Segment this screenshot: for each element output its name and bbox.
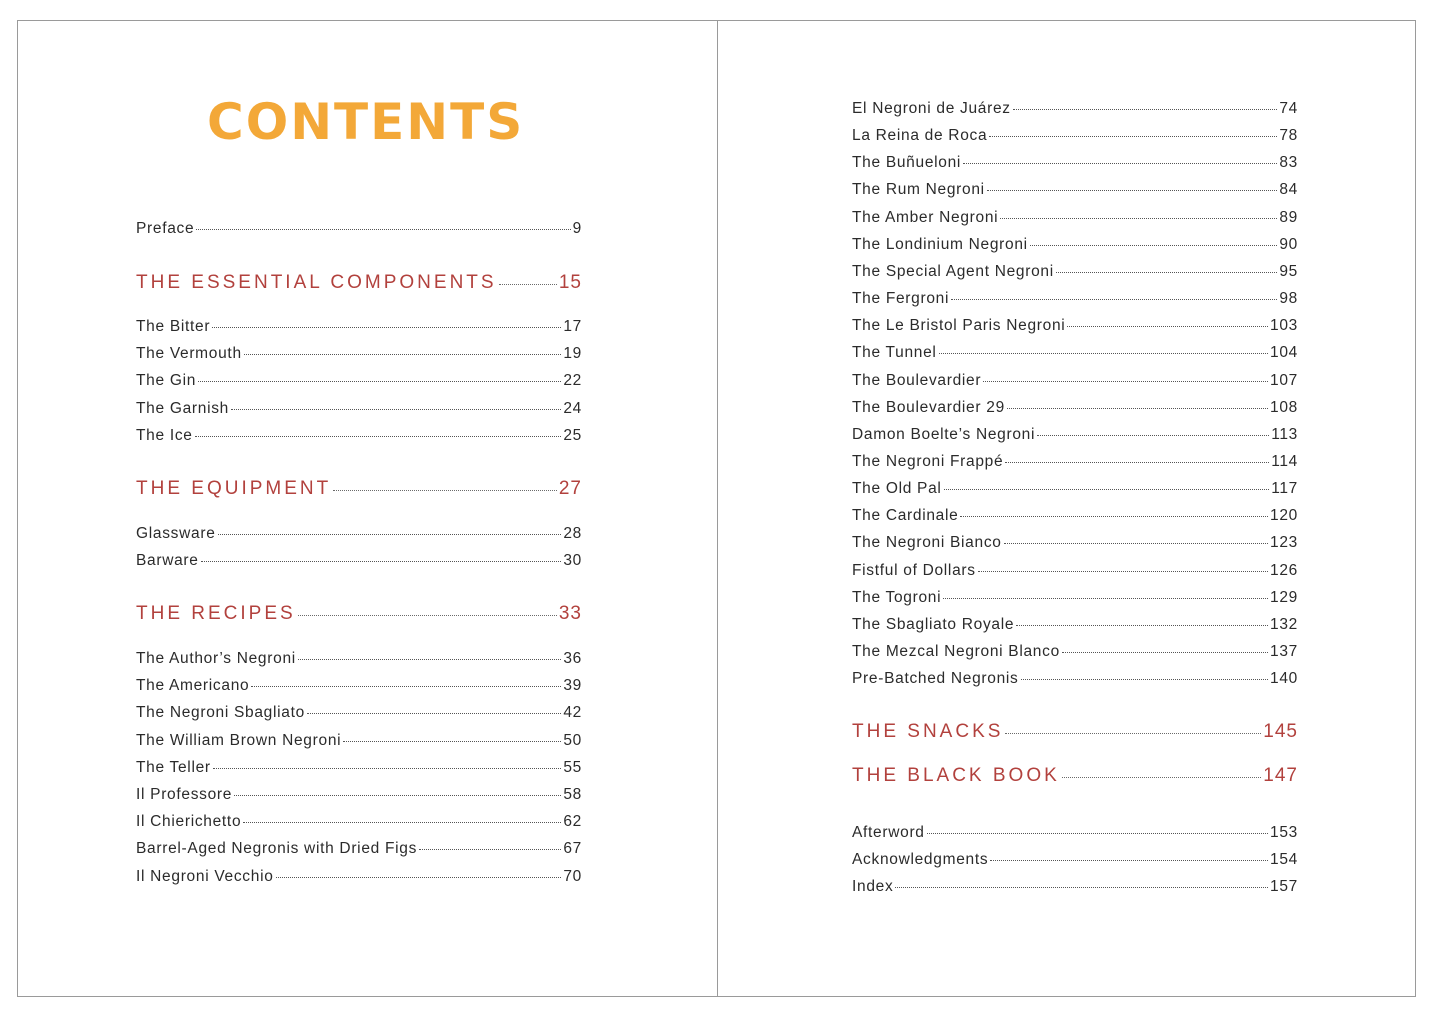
contents-title: CONTENTS [207,93,525,151]
toc-entry[interactable] [136,427,582,449]
toc-page-number: 126 [1270,561,1298,579]
toc-page-number: 104 [1270,344,1298,362]
dot-leader [1062,777,1262,778]
toc-page-number: 58 [563,786,582,803]
dot-leader [243,822,561,823]
toc-entry[interactable] [852,181,1298,203]
dot-leader [276,877,562,878]
toc-page-number: 28 [563,525,582,542]
toc-entry-title: The Le Bristol Paris Negroni [852,317,1066,335]
toc-entry[interactable] [136,318,582,340]
toc-entry[interactable] [136,345,582,367]
toc-page-number: 90 [1279,235,1298,253]
toc-entry[interactable] [136,840,582,862]
toc-entry-title: Fistful of Dollars [852,561,976,579]
dot-leader [939,353,1268,354]
dot-leader [218,534,562,535]
toc-entry-title: Il Negroni Vecchio [136,867,274,885]
toc-entry-title: The William Brown Negroni [136,731,342,749]
toc-page-number: 74 [1279,100,1298,117]
dot-leader [951,299,1277,300]
toc-entry[interactable] [136,868,582,890]
toc-entry-title: Barrel-Aged Negronis with Dried Figs [136,840,418,858]
dot-leader [990,860,1268,861]
toc-entry[interactable] [852,154,1298,176]
dot-leader [231,409,561,410]
dot-leader [201,561,562,562]
toc-entry[interactable] [852,480,1298,502]
toc-entry[interactable] [852,236,1298,258]
toc-entry-title: The Rum Negroni [852,181,985,199]
toc-entry-title: THE RECIPES [136,603,296,624]
dot-leader [298,615,557,616]
toc-entry[interactable] [852,589,1298,611]
toc-entry-title: The Negroni Sbagliato [136,704,305,722]
toc-entry-title: The Boulevardier [852,371,982,389]
toc-entry-title: Il Chierichetto [136,813,242,831]
dot-leader [978,571,1268,572]
toc-page-number: 22 [563,372,582,390]
toc-entry[interactable] [136,552,582,574]
toc-page-number: 25 [563,426,582,444]
dot-leader [983,381,1268,382]
dot-leader [927,833,1268,834]
dot-leader [212,327,561,328]
dot-leader [343,741,561,742]
toc-section-heading[interactable] [136,478,582,504]
toc-entry[interactable] [852,209,1298,231]
toc-entry-title: La Reina de Roca [852,127,988,145]
toc-entry-title: The Americano [136,677,250,695]
toc-page-number: 113 [1271,425,1298,443]
toc-page-number: 39 [563,677,582,695]
toc-entry-title: The Teller [136,758,211,776]
toc-page-number: 140 [1270,670,1298,688]
toc-entry-title: Il Professore [136,786,233,803]
toc-entry-title: The Londinium Negroni [852,235,1028,253]
toc-page-number: 15 [558,272,582,293]
dot-leader [1013,109,1278,110]
toc-page-number: 114 [1271,452,1298,470]
toc-entry[interactable] [852,534,1298,556]
toc-page-number: 157 [1270,878,1298,896]
toc-page-number: 33 [558,603,582,624]
toc-entry-title: The Negroni Bianco [852,534,1002,552]
toc-entry-title: Index [852,878,894,896]
toc-entry-title: Preface [136,220,195,237]
toc-entry-title: THE ESSENTIAL COMPONENTS [136,272,497,293]
dot-leader [307,713,561,714]
dot-leader [963,163,1277,164]
toc-entry-title: Damon Boelte’s Negroni [852,425,1036,443]
toc-entry[interactable] [136,759,582,781]
dot-leader [1030,245,1278,246]
toc-entry-title: The Boulevardier 29 [852,398,1005,416]
toc-entry-title: THE SNACKS [852,721,1004,742]
dot-leader [944,489,1270,490]
toc-entry[interactable] [852,263,1298,285]
dot-leader [989,136,1277,137]
toc-entry[interactable] [136,372,582,394]
toc-page-number: 67 [563,840,582,858]
toc-entry[interactable] [852,344,1298,366]
toc-page-number: 9 [572,220,582,237]
toc-entry[interactable] [852,851,1298,873]
toc-entry-title: The Buñueloni [852,154,962,172]
toc-entry-title: El Negroni de Juárez [852,100,1011,117]
toc-section-heading[interactable] [136,603,582,629]
dot-leader [1062,652,1268,653]
toc-entry-title: The Ice [136,426,193,444]
toc-entry-title: The Garnish [136,399,229,417]
toc-page-number: 153 [1270,824,1298,841]
dot-leader [1005,733,1261,734]
toc-right-page [852,0,1298,1000]
toc-section-heading[interactable] [852,765,1298,791]
toc-entry-title: The Amber Negroni [852,208,999,226]
toc-entry[interactable] [852,616,1298,638]
toc-entry[interactable] [852,878,1298,900]
dot-leader [987,190,1278,191]
toc-entry-title: The Author’s Negroni [136,650,296,667]
toc-entry[interactable] [852,290,1298,312]
toc-entry[interactable] [852,100,1298,122]
toc-entry[interactable] [852,127,1298,149]
toc-entry-title: The Cardinale [852,507,959,525]
dot-leader [1000,218,1277,219]
toc-entry-title: The Gin [136,372,197,390]
toc-entry[interactable] [136,525,582,547]
toc-entry-title: Afterword [852,824,925,841]
toc-left-page [136,0,582,1000]
toc-entry[interactable] [852,426,1298,448]
toc-page-number: 55 [563,758,582,776]
dot-leader [196,229,570,230]
dot-leader [234,795,561,796]
toc-page-number: 108 [1270,398,1298,416]
dot-leader [895,887,1268,888]
dot-leader [1005,462,1269,463]
dot-leader [419,849,561,850]
toc-entry-title: The Togroni [852,588,942,606]
toc-entry[interactable] [136,732,582,754]
dot-leader [244,354,562,355]
toc-entry[interactable] [852,453,1298,475]
toc-entry-title: Barware [136,552,199,570]
toc-page-number: 107 [1270,371,1298,389]
dot-leader [499,284,557,285]
toc-page-number: 70 [563,867,582,885]
toc-entry[interactable] [136,704,582,726]
toc-page-number: 132 [1270,615,1298,633]
toc-entry-title: THE EQUIPMENT [136,478,332,499]
dot-leader [198,381,561,382]
toc-entry[interactable] [852,824,1298,846]
toc-page-number: 83 [1279,154,1298,172]
toc-page-number: 98 [1279,290,1298,308]
toc-entry-title: The Vermouth [136,345,242,363]
toc-page-number: 145 [1263,721,1298,742]
toc-page-number: 24 [563,399,582,417]
toc-entry[interactable] [136,677,582,699]
dot-leader [1056,272,1277,273]
toc-page-number: 50 [563,731,582,749]
toc-entry-title: The Bitter [136,318,211,335]
toc-entry[interactable] [136,813,582,835]
toc-page-number: 19 [563,345,582,363]
toc-page-number: 154 [1270,851,1298,869]
page-gutter [717,20,718,997]
dot-leader [333,490,557,491]
toc-page-number: 36 [563,650,582,667]
toc-entry-title: The Negroni Frappé [852,452,1004,470]
toc-page-number: 62 [563,813,582,831]
toc-entry[interactable] [136,400,582,422]
dot-leader [195,436,562,437]
toc-page-number: 30 [563,552,582,570]
toc-entry-title: The Fergroni [852,290,950,308]
dot-leader [298,659,561,660]
toc-entry[interactable] [136,650,582,672]
toc-page-number: 27 [558,478,582,499]
toc-entry[interactable] [852,670,1298,692]
toc-entry[interactable] [852,317,1298,339]
toc-entry-title: The Old Pal [852,480,942,498]
dot-leader [1016,625,1268,626]
dot-leader [1037,435,1269,436]
toc-page-number: 129 [1270,588,1298,606]
toc-entry[interactable] [852,643,1298,665]
toc-page-number: 42 [563,704,582,722]
toc-page-number: 117 [1271,480,1298,498]
toc-page-number: 120 [1270,507,1298,525]
toc-entry-title: Acknowledgments [852,851,989,869]
dot-leader [960,516,1268,517]
toc-entry[interactable] [852,372,1298,394]
toc-entry[interactable] [136,786,582,808]
toc-entry[interactable] [852,562,1298,584]
toc-entry[interactable] [852,399,1298,421]
toc-page-number: 84 [1279,181,1298,199]
toc-entry[interactable] [136,220,582,242]
toc-section-heading[interactable] [852,721,1298,747]
toc-page-number: 147 [1263,765,1298,786]
toc-entry-title: Pre-Batched Negronis [852,670,1019,688]
toc-entry-title: The Sbagliato Royale [852,615,1015,633]
toc-page-number: 123 [1270,534,1298,552]
toc-page-number: 17 [563,318,582,335]
dot-leader [1004,543,1268,544]
dot-leader [1007,408,1268,409]
toc-section-heading[interactable] [136,272,582,298]
dot-leader [213,768,562,769]
toc-page-number: 78 [1279,127,1298,145]
toc-page-number: 103 [1270,317,1298,335]
toc-entry-title: The Special Agent Negroni [852,262,1054,280]
dot-leader [1021,679,1269,680]
toc-entry-title: The Tunnel [852,344,937,362]
dot-leader [943,598,1268,599]
toc-page-number: 89 [1279,208,1298,226]
toc-entry[interactable] [852,507,1298,529]
dot-leader [1067,326,1268,327]
toc-entry-title: The Mezcal Negroni Blanco [852,643,1060,660]
toc-entry-title: THE BLACK BOOK [852,765,1060,786]
dot-leader [251,686,561,687]
toc-entry-title: Glassware [136,525,216,542]
toc-page-number: 137 [1270,643,1298,660]
toc-page-number: 95 [1279,262,1298,280]
